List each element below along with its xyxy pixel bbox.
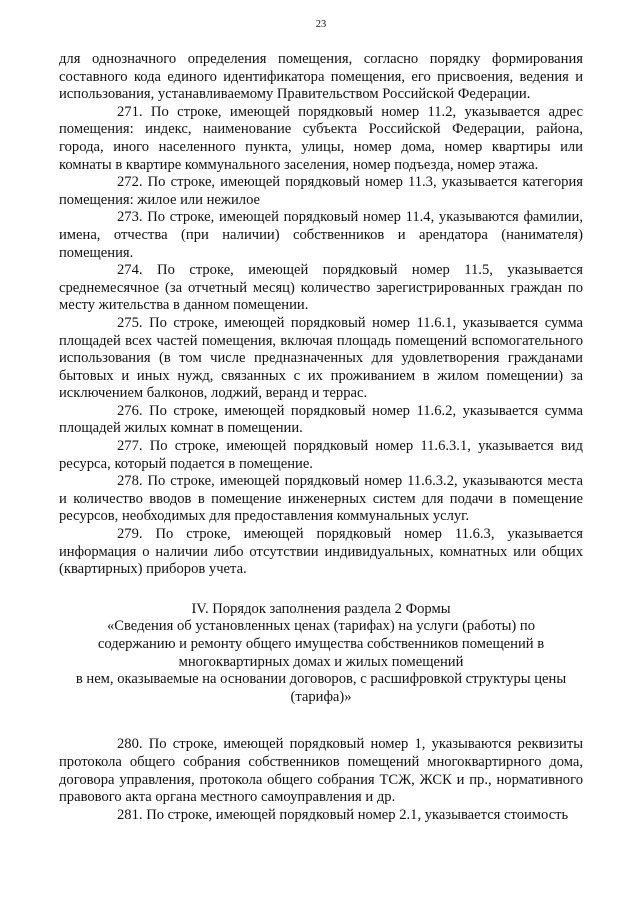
section-heading — [59, 601, 583, 707]
page-number: 23 — [315, 19, 327, 30]
paragraph: 272. По строке, имеющей порядковый номер 11.3, указывается категория помещения: жилое или нежилое — [59, 174, 583, 208]
section-subtitle-line: содержанию и ремонту общего имущества собственников помещений в — [97, 636, 545, 652]
body-text-bottom — [59, 736, 583, 824]
section-subtitle-line: многоквартирных домах и жилых помещений — [178, 653, 464, 670]
paragraph: 281. По строке, имеющей порядковый номер 2.1, указывается стоимость — [117, 806, 569, 823]
paragraph: 274. По строке, имеющей порядковый номер 11.5, указывается среднемесячное (за отчетный месяц) количество зарегистрированных граждан по месту жительства в данном помещении. — [59, 262, 583, 314]
section-title: IV. Порядок заполнения раздела 2 Формы — [191, 600, 451, 617]
body-text-top — [59, 51, 583, 579]
paragraph: для однозначного определения помещения, согласно порядку формирования составного кода единого идентификатора помещения, его присвоения, ведения и использования, устанавливаемому Правительством Российской Федерации. — [59, 51, 583, 103]
paragraph: 278. По строке, имеющей порядковый номер 11.6.3.2, указываются места и количество вводов в помещение инженерных систем для подачи в помещение ресурсов, необходимых для предоставления коммунальных услуг. — [59, 473, 583, 525]
paragraph: 271. По строке, имеющей порядковый номер 11.2, указывается адрес помещения: индекс, наименование субъекта Российской Федерации, района, города, иного населенного пункта, улицы, номер дома, номер квартиры или комнаты в квартире коммунального заселения, номер подъезда, номер этажа. — [59, 103, 583, 173]
paragraph: 279. По строке, имеющей порядковый номер 11.6.3, указывается информация о наличии либо отсутствии индивидуальных, комнатных или общих (квартирных) приборов учета. — [59, 526, 583, 578]
paragraph: 280. По строке, имеющей порядковый номер 1, указываются реквизиты протокола общего собрания собственников помещений многоквартирного дома, договора управления, протокола общего собрания ТСЖ, ЖСК и пр., нормативного правового акта органа местного самоуправления и др. — [59, 736, 583, 806]
document-page — [59, 18, 583, 824]
section-subtitle-line: в нем, оказываемые на основании договоров, с расшифровкой структуры цены — [75, 671, 567, 688]
section-subtitle-line: (тарифа)» — [290, 688, 352, 705]
section-subtitle-line: «Сведения об установленных ценах (тарифах) на услуги (работы) по — [106, 618, 536, 635]
paragraph: 273. По строке, имеющей порядковый номер 11.4, указываются фамилии, имена, отчества (при наличии) собственников и арендатора (нанимателя) помещения. — [59, 209, 583, 261]
paragraph: 275. По строке, имеющей порядковый номер 11.6.1, указывается сумма площадей всех частей помещения, включая площадь помещений вспомогательного использования (в том числе предназначенных для удовлетворения гражданами бытовых и иных нужд, связанных с их проживанием в жилом помещении) за исключением балконов, лоджий, веранд и террас. — [59, 314, 583, 402]
paragraph: 277. По строке, имеющей порядковый номер 11.6.3.1, указывается вид ресурса, который подается в помещение. — [59, 438, 583, 472]
paragraph: 276. По строке, имеющей порядковый номер 11.6.2, указывается сумма площадей жилых комнат в помещении. — [59, 402, 583, 437]
